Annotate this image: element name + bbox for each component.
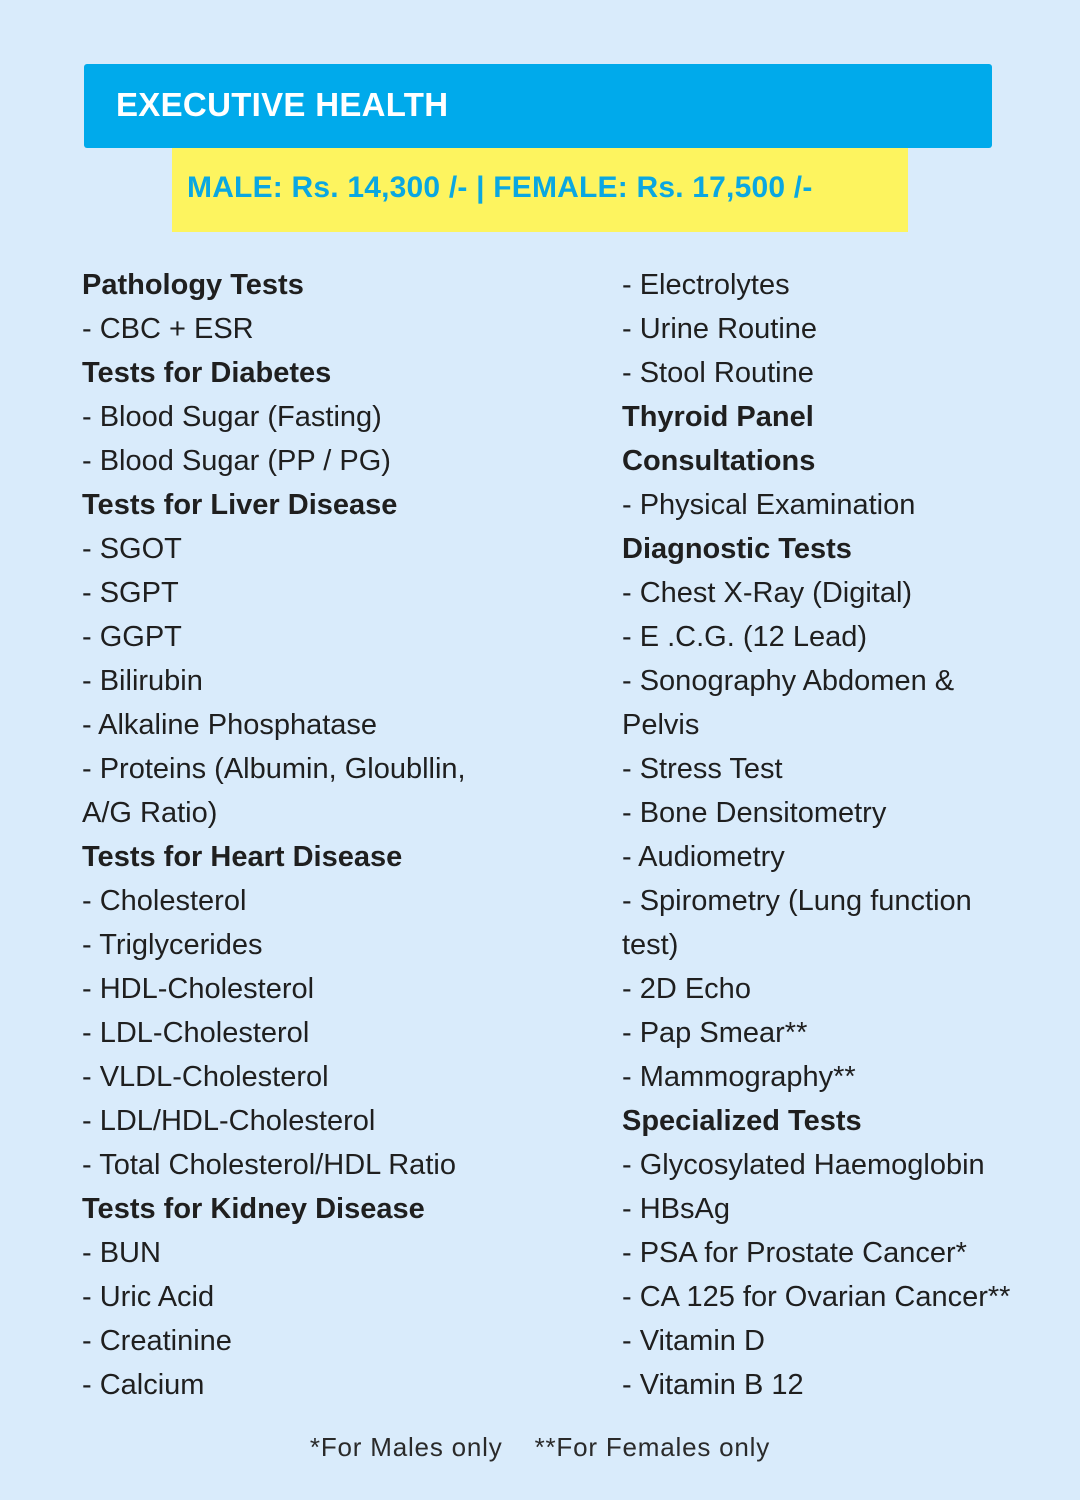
section-heading: Tests for Heart Disease [82,841,403,873]
price-text: MALE: Rs. 14,300 /- | FEMALE: Rs. 17,500 /- [187,171,813,204]
test-item: - BUN [82,1237,161,1269]
test-item: - GGPT [82,621,182,653]
footnotes [0,1432,1080,1463]
test-item: - Proteins (Albumin, Gloubllin, [82,753,466,785]
test-item: - Glycosylated Haemoglobin [622,1149,985,1181]
test-item: - HDL-Cholesterol [82,973,315,1005]
test-item: - Creatinine [82,1325,232,1357]
test-item: - CBC + ESR [82,313,254,345]
page-title: EXECUTIVE HEALTH [116,86,449,123]
title-banner [84,64,992,148]
test-item: - LDL-Cholesterol [82,1017,310,1049]
test-item: - 2D Echo [622,973,751,1005]
test-item: - Mammography** [622,1061,856,1093]
footnote-females: **For Females only [534,1432,771,1462]
test-item: - Stool Routine [622,357,814,389]
test-item: - CA 125 for Ovarian Cancer** [622,1281,1011,1313]
test-item: - PSA for Prostate Cancer* [622,1237,967,1269]
test-item: - Total Cholesterol/HDL Ratio [82,1149,456,1181]
test-item: - Urine Routine [622,313,818,345]
test-item: test) [622,929,679,961]
test-item: - Cholesterol [82,885,247,917]
test-item: - Spirometry (Lung function [622,885,972,917]
test-item: Pelvis [622,709,700,741]
test-item: - Electrolytes [622,269,790,301]
section-heading: Specialized Tests [622,1105,862,1137]
test-item: - SGOT [82,533,182,565]
test-item: - Sonography Abdomen & [622,665,955,697]
section-heading: Consultations [622,445,816,477]
test-item: - VLDL-Cholesterol [82,1061,329,1093]
test-item: - HBsAg [622,1193,730,1225]
test-item: - Stress Test [622,753,783,785]
test-item: - Bilirubin [82,665,203,697]
test-item: - LDL/HDL-Cholesterol [82,1105,376,1137]
test-item: - Audiometry [622,841,785,873]
left-test-list [82,263,542,1407]
test-item: - Vitamin D [622,1325,765,1357]
test-item: - Chest X-Ray (Digital) [622,577,913,609]
footnote-males: *For Males only [309,1432,503,1462]
test-item: - Pap Smear** [622,1017,808,1049]
section-heading: Thyroid Panel [622,401,814,433]
section-heading: Diagnostic Tests [622,533,852,565]
test-item: - Vitamin B 12 [622,1369,804,1401]
section-heading: Pathology Tests [82,269,304,301]
section-heading: Tests for Kidney Disease [82,1193,425,1225]
test-item: - Blood Sugar (PP / PG) [82,445,391,477]
price-banner [172,148,908,232]
test-item: - Physical Examination [622,489,916,521]
section-heading: Tests for Diabetes [82,357,332,389]
test-item: - Uric Acid [82,1281,215,1313]
test-item: - Calcium [82,1369,205,1401]
section-heading: Tests for Liver Disease [82,489,398,521]
test-item: - E .C.G. (12 Lead) [622,621,867,653]
test-item: - Triglycerides [82,929,263,961]
test-item: - Alkaline Phosphatase [82,709,378,741]
test-item: - Blood Sugar (Fasting) [82,401,382,433]
right-test-list [622,263,1062,1407]
test-item: - Bone Densitometry [622,797,887,829]
test-item: - SGPT [82,577,179,609]
test-item: A/G Ratio) [82,797,218,829]
